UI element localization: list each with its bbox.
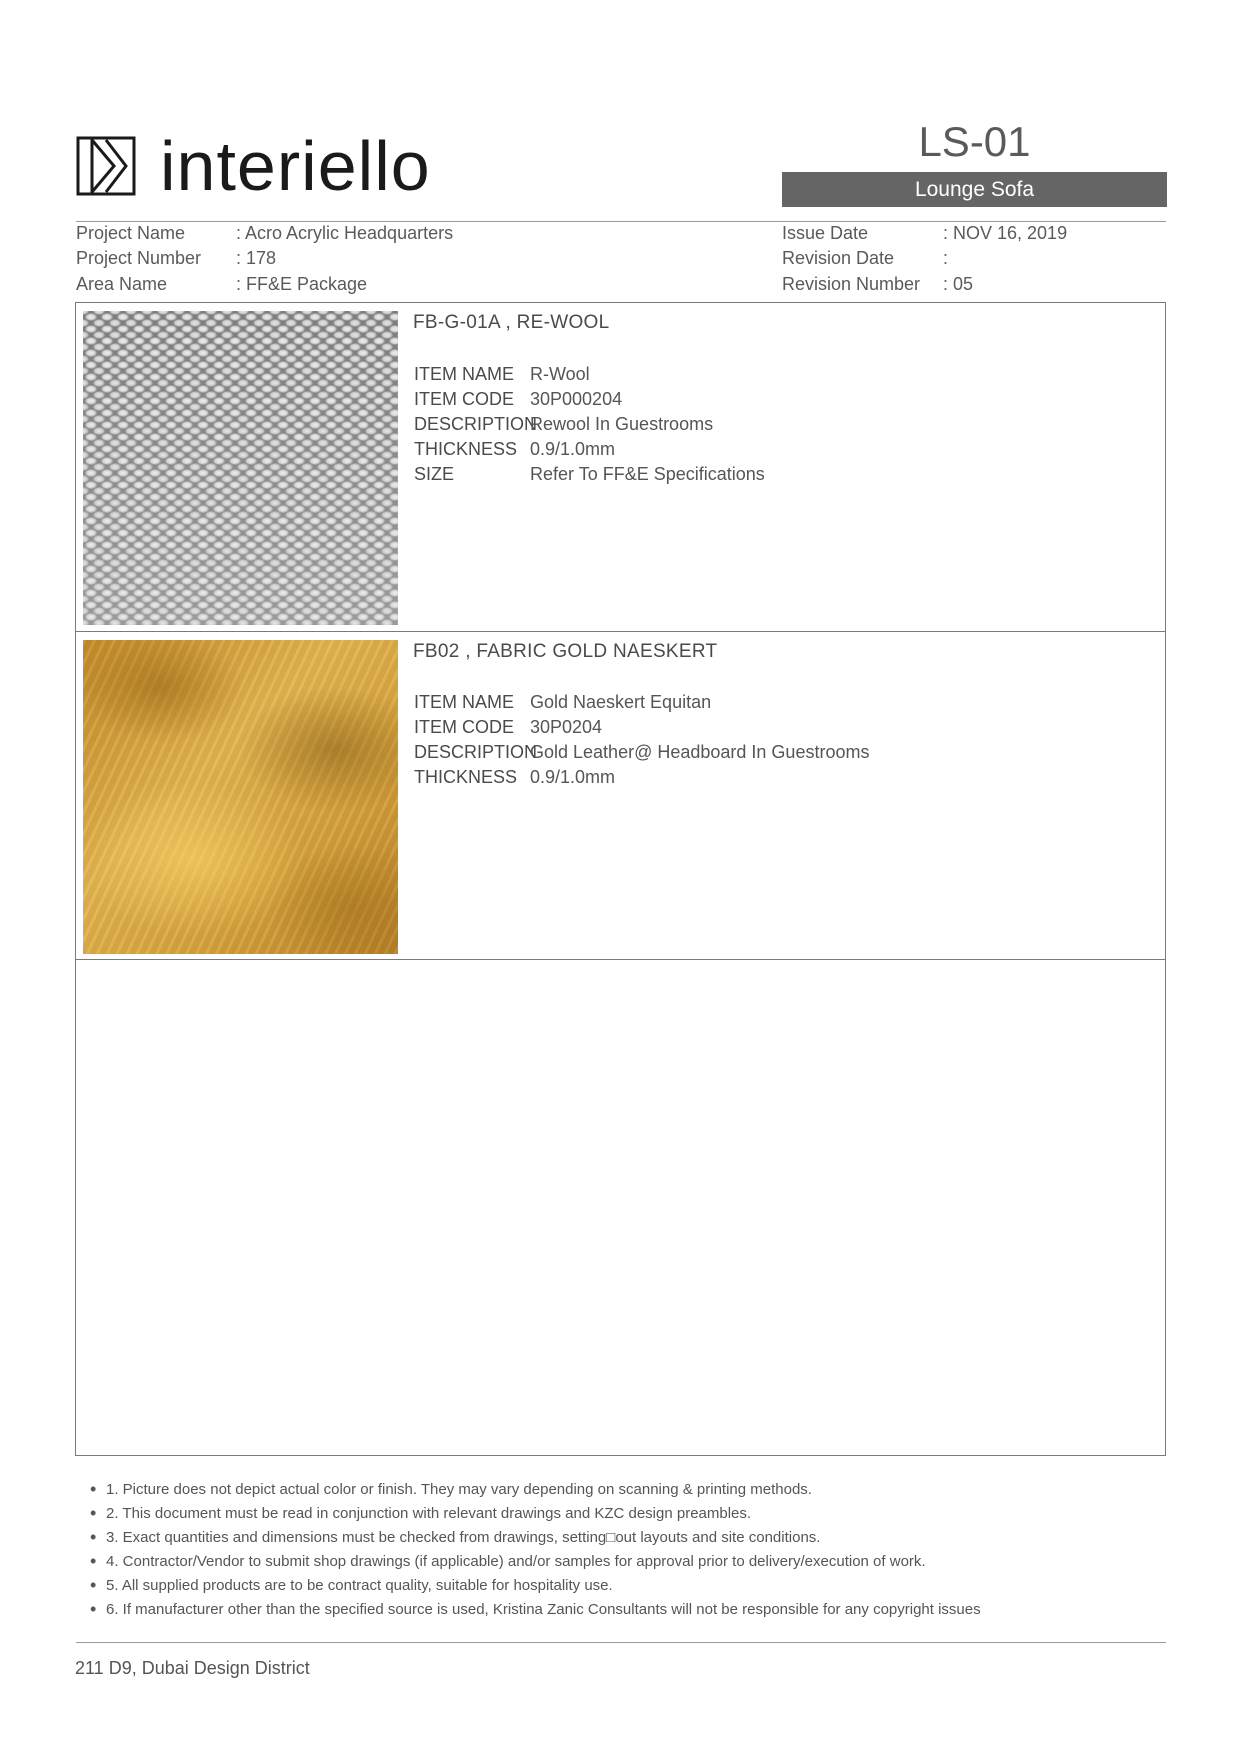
revision-number-label: Revision Number <box>782 274 921 294</box>
item-prop-label: THICKNESS <box>414 439 518 459</box>
item-title: FB02 , FABRIC GOLD NAESKERT <box>413 641 718 662</box>
item-prop-label: ITEM CODE <box>414 717 515 737</box>
issue-date-value: : NOV 16, 2019 <box>943 223 1068 243</box>
item-swatch-image <box>83 640 398 954</box>
sheet-category-banner: Lounge Sofa <box>782 172 1167 207</box>
interiello-logo-mark-icon <box>76 136 136 196</box>
project-name-label: Project Name <box>76 223 186 243</box>
revision-date-label: Revision Date <box>782 248 895 268</box>
brand-logo <box>76 127 431 205</box>
brand-name: interiello <box>160 127 431 205</box>
item-prop-label: THICKNESS <box>414 767 518 787</box>
item-title: FB-G-01A , RE-WOOL <box>413 312 610 333</box>
item-prop-value: Gold Leather@ Headboard In Guestrooms <box>530 742 870 762</box>
item-prop-label: ITEM NAME <box>414 692 515 712</box>
item-prop-value: 0.9/1.0mm <box>530 767 616 787</box>
item-prop-value: 30P0204 <box>530 717 603 737</box>
note-item: • 4. Contractor/Vendor to submit shop drawings (if applicable) and/or samples for approval prior to delivery/execution of work. <box>90 1550 981 1574</box>
revision-number-value: : 05 <box>943 274 974 294</box>
sheet-code: LS-01 <box>918 118 1031 165</box>
item-prop-value: R-Wool <box>530 364 590 384</box>
revision-date-value: : <box>943 248 949 268</box>
item-prop-value: Rewool In Guestrooms <box>530 414 714 434</box>
note-item: • 2. This document must be read in conjunction with relevant drawings and KZC design preambles. <box>90 1502 981 1526</box>
item-prop-value: Gold Naeskert Equitan <box>530 692 712 712</box>
project-number-value: : 178 <box>236 248 277 268</box>
note-item: • 3. Exact quantities and dimensions must be checked from drawings, setting□out layouts and site conditions. <box>90 1526 981 1550</box>
area-name-value: : FF&E Package <box>236 274 368 294</box>
item-prop-label: SIZE <box>414 464 455 484</box>
issue-date-label: Issue Date <box>782 223 869 243</box>
item-divider <box>76 631 1165 632</box>
item-prop-label: ITEM CODE <box>414 389 515 409</box>
item-prop-value: 30P000204 <box>530 389 623 409</box>
footer-divider <box>76 1642 1166 1643</box>
item-swatch-image <box>83 311 398 625</box>
project-name-value: : Acro Acrylic Headquarters <box>236 223 454 243</box>
note-item: • 6. If manufacturer other than the specified source is used, Kristina Zanic Consultants will not be responsible for any copyright issues <box>90 1598 981 1622</box>
area-name-label: Area Name <box>76 274 168 294</box>
item-prop-label: DESCRIPTION <box>414 742 538 762</box>
project-number-label: Project Number <box>76 248 202 268</box>
item-prop-label: DESCRIPTION <box>414 414 538 434</box>
note-item: • 5. All supplied products are to be contract quality, suitable for hospitality use. <box>90 1574 981 1598</box>
notes-list <box>90 1478 981 1622</box>
item-prop-value: Refer To FF&E Specifications <box>530 464 765 484</box>
item-prop-label: ITEM NAME <box>414 364 515 384</box>
item-prop-value: 0.9/1.0mm <box>530 439 616 459</box>
note-item: • 1. Picture does not depict actual color or finish. They may vary depending on scanning & printing methods. <box>90 1478 981 1502</box>
item-divider <box>76 959 1165 960</box>
footer-address: 211 D9, Dubai Design District <box>75 1658 310 1678</box>
